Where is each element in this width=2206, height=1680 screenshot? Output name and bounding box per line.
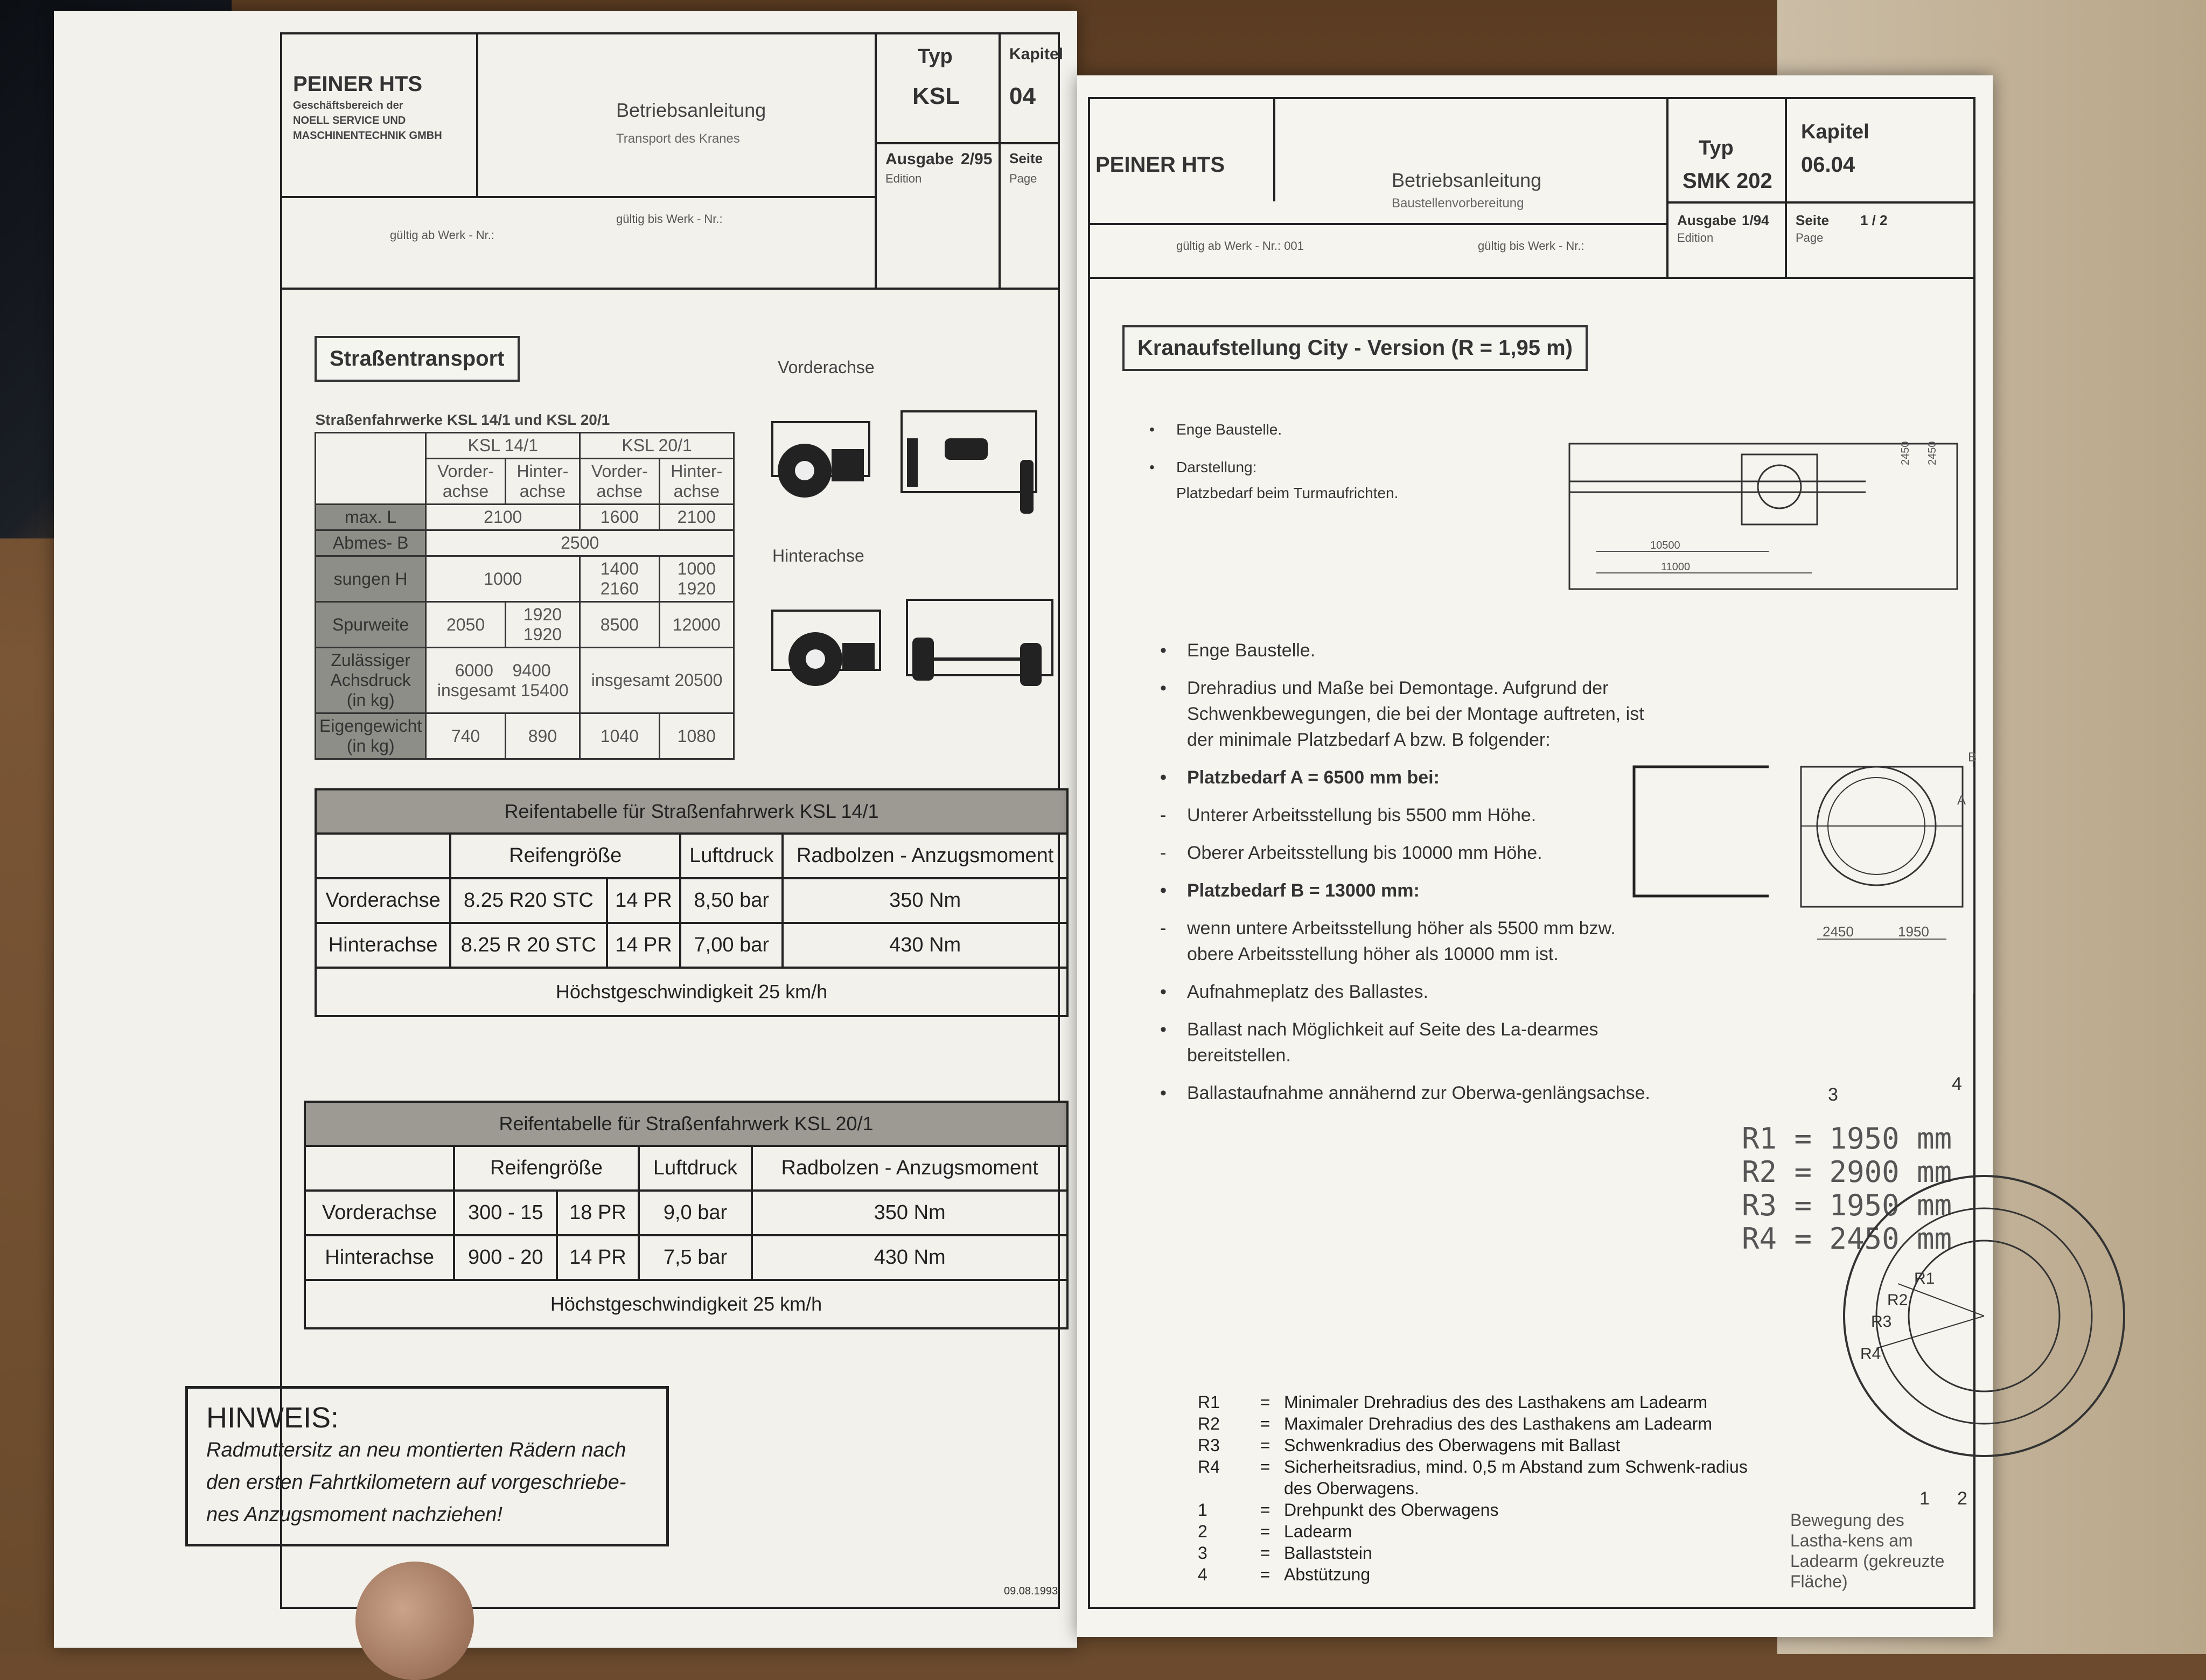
- divider: [476, 34, 478, 196]
- legend-eq: =: [1260, 1436, 1270, 1455]
- bullet: • Ballast nach Möglichkeit auf Seite des La-dearmes bereitstellen.: [1155, 1017, 1656, 1068]
- label-r2: R2: [1887, 1291, 1908, 1309]
- ausgabe-label: Ausgabe: [1677, 212, 1736, 228]
- typ-label: Typ: [1699, 137, 1734, 159]
- rear-axle-drawing: [767, 589, 1058, 729]
- front-axle-label: Vorderachse: [778, 358, 875, 377]
- row-label: [316, 505, 426, 530]
- road-table-corner: [316, 433, 426, 505]
- divider: [999, 34, 1001, 288]
- kapitel-value: 04: [1009, 83, 1036, 109]
- size: 8.25 R20 STC: [450, 878, 606, 923]
- axle-block-2: [945, 438, 988, 460]
- legend-key: 4: [1198, 1565, 1207, 1584]
- row-label-kg: (in kg): [346, 690, 395, 710]
- axle: Vorderachse: [316, 878, 450, 923]
- valid-to: gültig bis Werk - Nr.:: [1478, 239, 1584, 253]
- cell: 1600: [580, 505, 659, 530]
- hub-icon: [806, 649, 825, 669]
- hub-icon: [795, 461, 814, 480]
- divider: [282, 196, 875, 198]
- dim-L: L: [387, 507, 397, 527]
- model-2: KSL 20/1: [580, 433, 734, 459]
- legend-value: Ladearm: [1284, 1522, 1352, 1541]
- cell: 1040: [580, 713, 659, 759]
- legend: [1198, 1391, 1769, 1585]
- page-label: Page: [1796, 231, 1824, 244]
- dim-text: 2450: [1900, 441, 1911, 465]
- axle-block: [842, 643, 875, 670]
- front-axle-drawing: [767, 390, 1047, 551]
- row-label-kg2: (in kg): [346, 736, 395, 755]
- kapitel-value: 06.04: [1801, 153, 1855, 177]
- legend-key: R2: [1198, 1414, 1220, 1433]
- ply: 14 PR: [607, 878, 681, 923]
- cell-h-1920: 1920: [523, 605, 562, 624]
- dim-A: A: [1957, 793, 1966, 808]
- axle: Hinterachse: [305, 1235, 454, 1280]
- tire-table-ksl-20-1: [304, 1101, 1069, 1329]
- dim-H: H: [395, 569, 408, 589]
- kapitel-label: Kapitel: [1009, 45, 1064, 63]
- row-label-max: max.: [345, 507, 382, 527]
- row-label-eigen: Eigengewicht: [319, 716, 422, 736]
- edition-label: Edition: [1677, 231, 1714, 244]
- legend-key: R3: [1198, 1436, 1220, 1455]
- right-page-frame: [1088, 97, 1975, 1609]
- cell-h-2160: 2160: [600, 579, 639, 598]
- doc-subtitle: Transport des Kranes: [616, 131, 740, 146]
- company-line-2: NOELL SERVICE UND: [293, 115, 406, 127]
- label-r3: R3: [1871, 1313, 1892, 1331]
- cell: 12000: [659, 602, 734, 648]
- typ-label: Typ: [918, 45, 953, 68]
- seite-label: Seite: [1796, 212, 1830, 228]
- size: 300 - 15: [454, 1191, 557, 1235]
- cell-h-1400: 1400: [600, 559, 639, 578]
- legend-value: Maximaler Drehradius des des Lasthakens am Ladearm: [1284, 1414, 1713, 1433]
- header-blank: [305, 1146, 454, 1191]
- doc-title: Betriebsanleitung: [1392, 169, 1542, 191]
- legend-eq: =: [1260, 1500, 1270, 1520]
- cell: [580, 556, 659, 602]
- pressure: 8,50 bar: [680, 878, 783, 923]
- legend-row: [1198, 1564, 1769, 1585]
- row-label: [316, 713, 426, 759]
- legend-eq: =: [1260, 1565, 1270, 1584]
- cell-spur-1920: 1920: [523, 625, 562, 644]
- bullet: • Aufnahmeplatz des Ballastes.: [1155, 979, 1656, 1005]
- cell-total-1: insgesamt 15400: [437, 680, 569, 700]
- divider: [1090, 223, 1666, 225]
- hinweis-heading: HINWEIS:: [206, 1402, 339, 1434]
- slewing-radius-drawing: [1823, 1074, 1973, 1510]
- header-blank: [316, 834, 450, 878]
- divider: [1666, 99, 1669, 277]
- legend-key: 3: [1198, 1543, 1207, 1563]
- cell: [426, 648, 580, 713]
- page-label: Page: [1009, 172, 1037, 185]
- road-table: [315, 411, 735, 760]
- row-label-sungen: sungen: [333, 569, 390, 589]
- legend-key: R1: [1198, 1392, 1220, 1412]
- kapitel-label: Kapitel: [1801, 121, 1869, 143]
- cell: 1000: [426, 556, 580, 602]
- radius-r2: R2 = 2900 mm: [1742, 1155, 1952, 1189]
- dim-text: 11000: [1661, 561, 1691, 573]
- label-r1: R1: [1914, 1270, 1935, 1287]
- bullet: • Ballastaufnahme annähernd zur Oberwa-genlängsachse.: [1155, 1080, 1656, 1106]
- bullet: • Platzbedarf A = 6500 mm bei:: [1155, 765, 1656, 790]
- row-label: [316, 530, 426, 556]
- ply: 18 PR: [557, 1191, 638, 1235]
- legend-eq: =: [1260, 1392, 1270, 1412]
- cell: [659, 556, 734, 602]
- label-r4: R4: [1860, 1345, 1881, 1363]
- axle-rear-2: Hinter- achse: [659, 459, 734, 505]
- legend-row: [1198, 1456, 1769, 1499]
- row-label-zul: Zulässiger: [331, 650, 410, 670]
- legend-eq: =: [1260, 1457, 1270, 1476]
- cell: 890: [505, 713, 580, 759]
- pressure: 9,0 bar: [639, 1191, 752, 1235]
- model-1: KSL 14/1: [426, 433, 580, 459]
- torque: 430 Nm: [752, 1235, 1067, 1280]
- divider: [1785, 99, 1787, 277]
- dim-text: 10500: [1650, 540, 1680, 551]
- dual-wheel-2: [1020, 643, 1042, 686]
- road-table-caption: Straßenfahrwerke KSL 14/1 und KSL 20/1: [315, 411, 610, 428]
- header-size: Reifengröße: [454, 1146, 638, 1191]
- left-logo-block: [293, 72, 465, 185]
- axle-front-1: Vorder- achse: [426, 459, 505, 505]
- ply: 14 PR: [607, 923, 681, 968]
- typ-value: KSL: [912, 83, 960, 109]
- bullets-main: [1155, 638, 1656, 1118]
- legend-row: [1198, 1434, 1769, 1456]
- dim-text: 1950: [1898, 923, 1929, 940]
- divider: [875, 34, 877, 288]
- cell: 2050: [426, 602, 505, 648]
- legend-row: [1198, 1413, 1769, 1434]
- row-label-achs: Achsdruck: [330, 670, 411, 690]
- wheel-side-2: [1020, 460, 1034, 514]
- legend-value: Drehpunkt des Oberwagens: [1284, 1500, 1499, 1520]
- movement-note: Bewegung des Lastha-kens am Ladearm (gekreuzte Fläche): [1790, 1510, 1945, 1591]
- legend-row: [1198, 1521, 1769, 1542]
- header-pressure: Luftdruck: [639, 1146, 752, 1191]
- header-size: Reifengröße: [450, 834, 680, 878]
- cell: 8500: [580, 602, 659, 648]
- typ-value: SMK 202: [1683, 169, 1772, 193]
- bullet: - Unterer Arbeitsstellung bis 5500 mm Höhe.: [1155, 802, 1656, 828]
- cell: 740: [426, 713, 505, 759]
- size: 900 - 20: [454, 1235, 557, 1280]
- hinweis-text: Radmuttersitz an neu montierten Rädern nach den ersten Fahrtkilometern auf vorgeschriebe-nes Anzugsmoment nachziehen!: [206, 1439, 626, 1526]
- axle: Vorderachse: [305, 1191, 454, 1235]
- divider: [1273, 99, 1275, 201]
- torque: 350 Nm: [783, 878, 1067, 923]
- dim-text: 2450: [1823, 923, 1854, 940]
- cell: 2500: [426, 530, 734, 556]
- cell-6000: 6000: [455, 660, 493, 680]
- dim-B: B: [397, 533, 409, 552]
- space-requirement-drawing: [1629, 750, 1977, 1014]
- legend-eq: =: [1260, 1414, 1270, 1433]
- pressure: 7,5 bar: [639, 1235, 752, 1280]
- tire-table-title: Reifentabelle für Straßenfahrwerk KSL 20/1: [305, 1102, 1067, 1146]
- bullet: • Drehradius und Maße bei Demontage. Aufgrund der Schwenkbewegungen, die bei der Montage auftreten, ist der minimale Platzbedarf A bzw. B folgender:: [1155, 675, 1656, 753]
- valid-from: gültig ab Werk - Nr.: 001: [1176, 239, 1304, 253]
- edition-label: Edition: [885, 172, 922, 185]
- thumb: [355, 1562, 474, 1680]
- seite-label: Seite: [1009, 150, 1043, 166]
- speed-note: Höchstgeschwindigkeit 25 km/h: [305, 1280, 1067, 1328]
- row-label: [316, 648, 426, 713]
- peiner-logo: PEINER HTS: [1095, 153, 1225, 177]
- cell-h-1920b: 1920: [677, 579, 716, 598]
- peiner-logo: PEINER HTS: [293, 72, 423, 96]
- axle-block: [832, 449, 864, 481]
- divider: [1666, 201, 1973, 204]
- doc-subtitle: Baustellenvorbereitung: [1392, 196, 1524, 211]
- wheel-side: [907, 438, 918, 487]
- bullet: - Oberer Arbeitsstellung bis 10000 mm Höhe.: [1155, 840, 1656, 866]
- header-pressure: Luftdruck: [680, 834, 783, 878]
- axle-front-2: Vorder- achse: [580, 459, 659, 505]
- bullets-top: [1144, 417, 1478, 518]
- legend-value: Abstützung: [1284, 1565, 1371, 1584]
- radius-line: [1876, 1316, 1984, 1348]
- doc-title: Betriebsanleitung: [616, 99, 766, 121]
- tire-table-ksl-14-1: [315, 788, 1069, 1017]
- company-line-3: MASCHINENTECHNIK GMBH: [293, 130, 442, 142]
- cell: [505, 602, 580, 648]
- site-wall: [1634, 767, 1769, 896]
- bullet: • Platzbedarf B = 13000 mm:: [1155, 878, 1656, 904]
- ausgabe-label: Ausgabe: [885, 150, 954, 168]
- cell: 1080: [659, 713, 734, 759]
- site-outline: [1569, 441, 1957, 589]
- bullet: • Enge Baustelle.: [1155, 638, 1656, 663]
- pressure: 7,00 bar: [680, 923, 783, 968]
- row-label: Spurweite: [316, 602, 426, 648]
- rear-axle-label: Hinterachse: [772, 546, 864, 565]
- axle-rear-1: Hinter- achse: [505, 459, 580, 505]
- left-header: [282, 34, 1064, 290]
- axle: Hinterachse: [316, 923, 450, 968]
- footer-date: 09.08.1993: [1004, 1585, 1058, 1597]
- legend-row: [1198, 1542, 1769, 1564]
- tire-table-title: Reifentabelle für Straßenfahrwerk KSL 14/1: [316, 789, 1067, 834]
- radius-r3: R3 = 1950 mm: [1742, 1188, 1952, 1222]
- header-torque: Radbolzen - Anzugsmoment: [752, 1146, 1067, 1191]
- divider: [875, 142, 1058, 144]
- radius-r4: R4 = 2450 mm: [1742, 1222, 1952, 1256]
- turntable: [1758, 465, 1801, 508]
- left-page: [54, 11, 1077, 1648]
- right-page: [1077, 75, 1993, 1637]
- point-3: 3: [1828, 1084, 1838, 1105]
- dim-B: B: [1968, 750, 1977, 765]
- valid-to: gültig bis Werk - Nr.:: [616, 212, 723, 226]
- left-page-frame: [206, 32, 1064, 1609]
- ply: 14 PR: [557, 1235, 638, 1280]
- radius-r1: R1 = 1950 mm: [1742, 1122, 1952, 1156]
- tower-erection-drawing: [1564, 433, 1963, 611]
- dual-wheel: [912, 638, 934, 681]
- company-line-1: Geschäftsbereich der: [293, 100, 403, 111]
- cell-h-1000: 1000: [677, 559, 716, 578]
- point-1: 1: [1919, 1488, 1930, 1509]
- ausgabe-value: 2/95: [961, 150, 993, 168]
- legend-value: Ballaststein: [1284, 1543, 1372, 1563]
- ausgabe-value: 1/94: [1742, 212, 1769, 228]
- legend-eq: =: [1260, 1543, 1270, 1563]
- section-title: Kranaufstellung City - Version (R = 1,95 m): [1122, 325, 1588, 371]
- point-2: 2: [1957, 1488, 1967, 1509]
- legend-key: R4: [1198, 1457, 1220, 1476]
- dim-text: 2450: [1926, 441, 1938, 465]
- speed-note: Höchstgeschwindigkeit 25 km/h: [316, 968, 1067, 1016]
- row-label: [316, 556, 426, 602]
- legend-key: 2: [1198, 1522, 1207, 1541]
- cell-9400: 9400: [512, 660, 551, 680]
- header-torque: Radbolzen - Anzugsmoment: [783, 834, 1067, 878]
- row-label-abmes: Abmes-: [332, 533, 393, 552]
- cell: insgesamt 20500: [580, 648, 734, 713]
- size: 8.25 R 20 STC: [450, 923, 606, 968]
- valid-from: gültig ab Werk - Nr.:: [390, 228, 494, 242]
- torque: 350 Nm: [752, 1191, 1067, 1235]
- bullet: • Enge Baustelle.: [1144, 417, 1478, 443]
- cell: 2100: [659, 505, 734, 530]
- legend-value: Sicherheitsradius, mind. 0,5 m Abstand zum Schwenk-radius des Oberwagens.: [1284, 1457, 1748, 1498]
- legend-value: Schwenkradius des Oberwagens mit Ballast: [1284, 1436, 1621, 1455]
- right-header: [1090, 99, 1973, 279]
- legend-value: Minimaler Drehradius des des Lasthakens am Ladearm: [1284, 1392, 1708, 1412]
- cell: 2100: [426, 505, 580, 530]
- hinweis-box: [185, 1386, 669, 1546]
- seite-value: 1 / 2: [1860, 212, 1888, 228]
- legend-row: [1198, 1391, 1769, 1413]
- bullet: • Darstellung: Platzbedarf beim Turmaufrichten.: [1144, 454, 1478, 506]
- torque: 430 Nm: [783, 923, 1067, 968]
- legend-key: 1: [1198, 1500, 1207, 1520]
- bullet: - wenn untere Arbeitsstellung höher als 5500 mm bzw. obere Arbeitsstellung höher als 10000 mm ist.: [1155, 915, 1656, 967]
- legend-eq: =: [1260, 1522, 1270, 1541]
- section-title: Straßentransport: [315, 336, 520, 382]
- point-4: 4: [1952, 1074, 1962, 1094]
- legend-row: [1198, 1499, 1769, 1521]
